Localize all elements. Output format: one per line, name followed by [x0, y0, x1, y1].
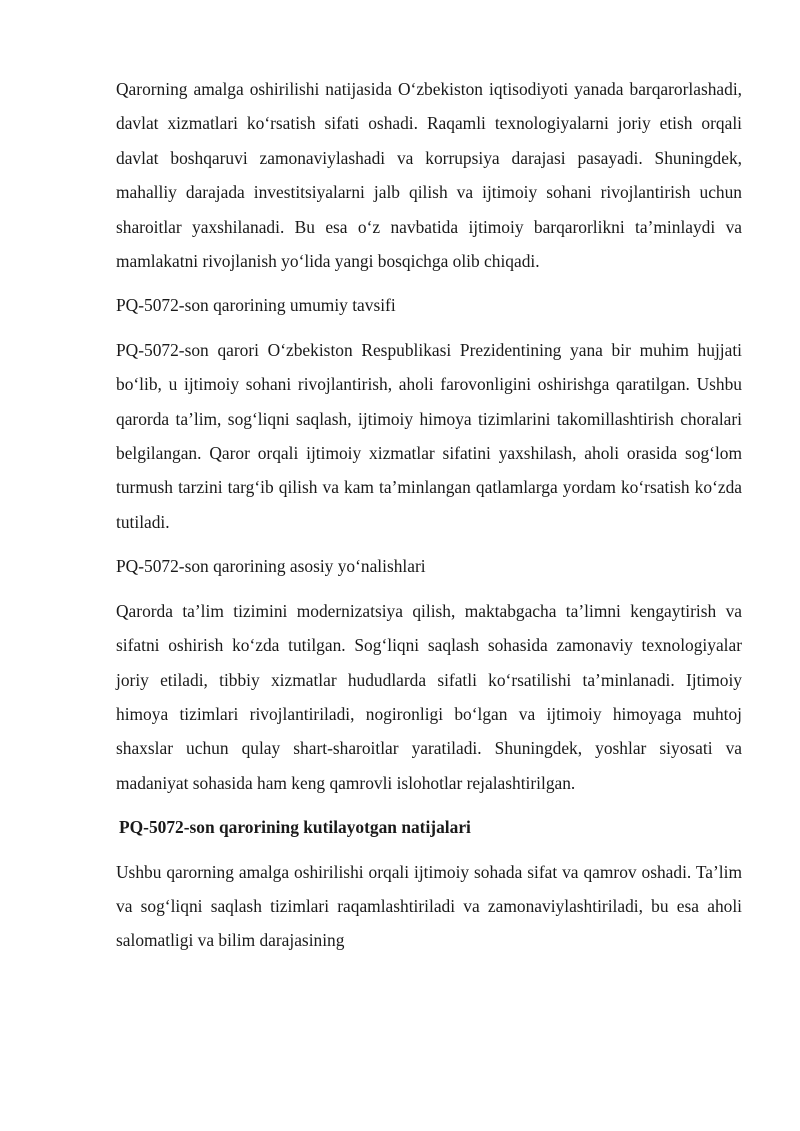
paragraph-expected-results: Ushbu qarorning amalga oshirilishi orqali ijtimoiy sohada sifat va qamrov oshadi. Ta’lim va sog‘liqni saqlash tizimlari raqamlashtiriladi va zamonaviylashtiriladi, bu esa aholi salomatligi va bilim darajasining	[116, 861, 742, 951]
document-body	[116, 72, 742, 968]
paragraph-general-description: PQ-5072-son qarori O‘zbekiston Respublikasi Prezidentining yana bir muhim hujjati bo‘lib, u ijtimoiy sohani rivojlantirish, aholi farovonligini oshirishga qaratilgan. Ushbu qarorda ta’lim, sog‘liqni saqlash, ijtimoiy himoya tizimlarini takomillashtirish choralari belgilangan. Qaror orqali ijtimoiy xizmatlar sifatini yaxshilash, aholi orasida sog‘lom turmush tarzini targ‘ib qilish va kam ta’minlangan qatlamlarga yordam ko‘rsatish ko‘zda tutiladi.	[116, 339, 742, 532]
paragraph-results-economy: Qarorning amalga oshirilishi natijasida O‘zbekiston iqtisodiyoti yanada barqarorlashadi, davlat xizmatlari ko‘rsatish sifati oshadi. Raqamli texnologiyalarni joriy etish orqali davlat boshqaruvi zamonaviylashadi va korrupsiya darajasi pasayadi. Shuningdek, mahalliy darajada investitsiyalarni jalb qilish va ijtimoiy sohani rivojlantirish uchun sharoitlar yaxshilanadi. Bu esa o‘z navbatida ijtimoiy barqarorlikni ta’minlaydi va mamlakatni rivojlanish yo‘lida yangi bosqichga olib chiqadi.	[116, 79, 742, 272]
heading-general-description: PQ-5072-son qarorining umumiy tavsifi	[116, 295, 396, 316]
heading-expected-results: PQ-5072-son qarorining kutilayotgan natijalari	[119, 817, 471, 838]
paragraph-main-directions: Qarorda ta’lim tizimini modernizatsiya qilish, maktabgacha ta’limni kengaytirish va sifatni oshirish ko‘zda tutilgan. Sog‘liqni saqlash sohasida zamonaviy texnologiyalar joriy etiladi, tibbiy xizmatlar hududlarda sifatli ko‘rsatilishi ta’minlanadi. Ijtimoiy himoya tizimlari rivojlantiriladi, nogironligi bo‘lgan va ijtimoiy himoyaga muhtoj shaxslar uchun qulay shart-sharoitlar yaratiladi. Shuningdek, yoshlar siyosati va madaniyat sohasida ham keng qamrovli islohotlar rejalashtirilgan.	[116, 600, 742, 793]
heading-main-directions: PQ-5072-son qarorining asosiy yo‘nalishlari	[116, 556, 426, 577]
